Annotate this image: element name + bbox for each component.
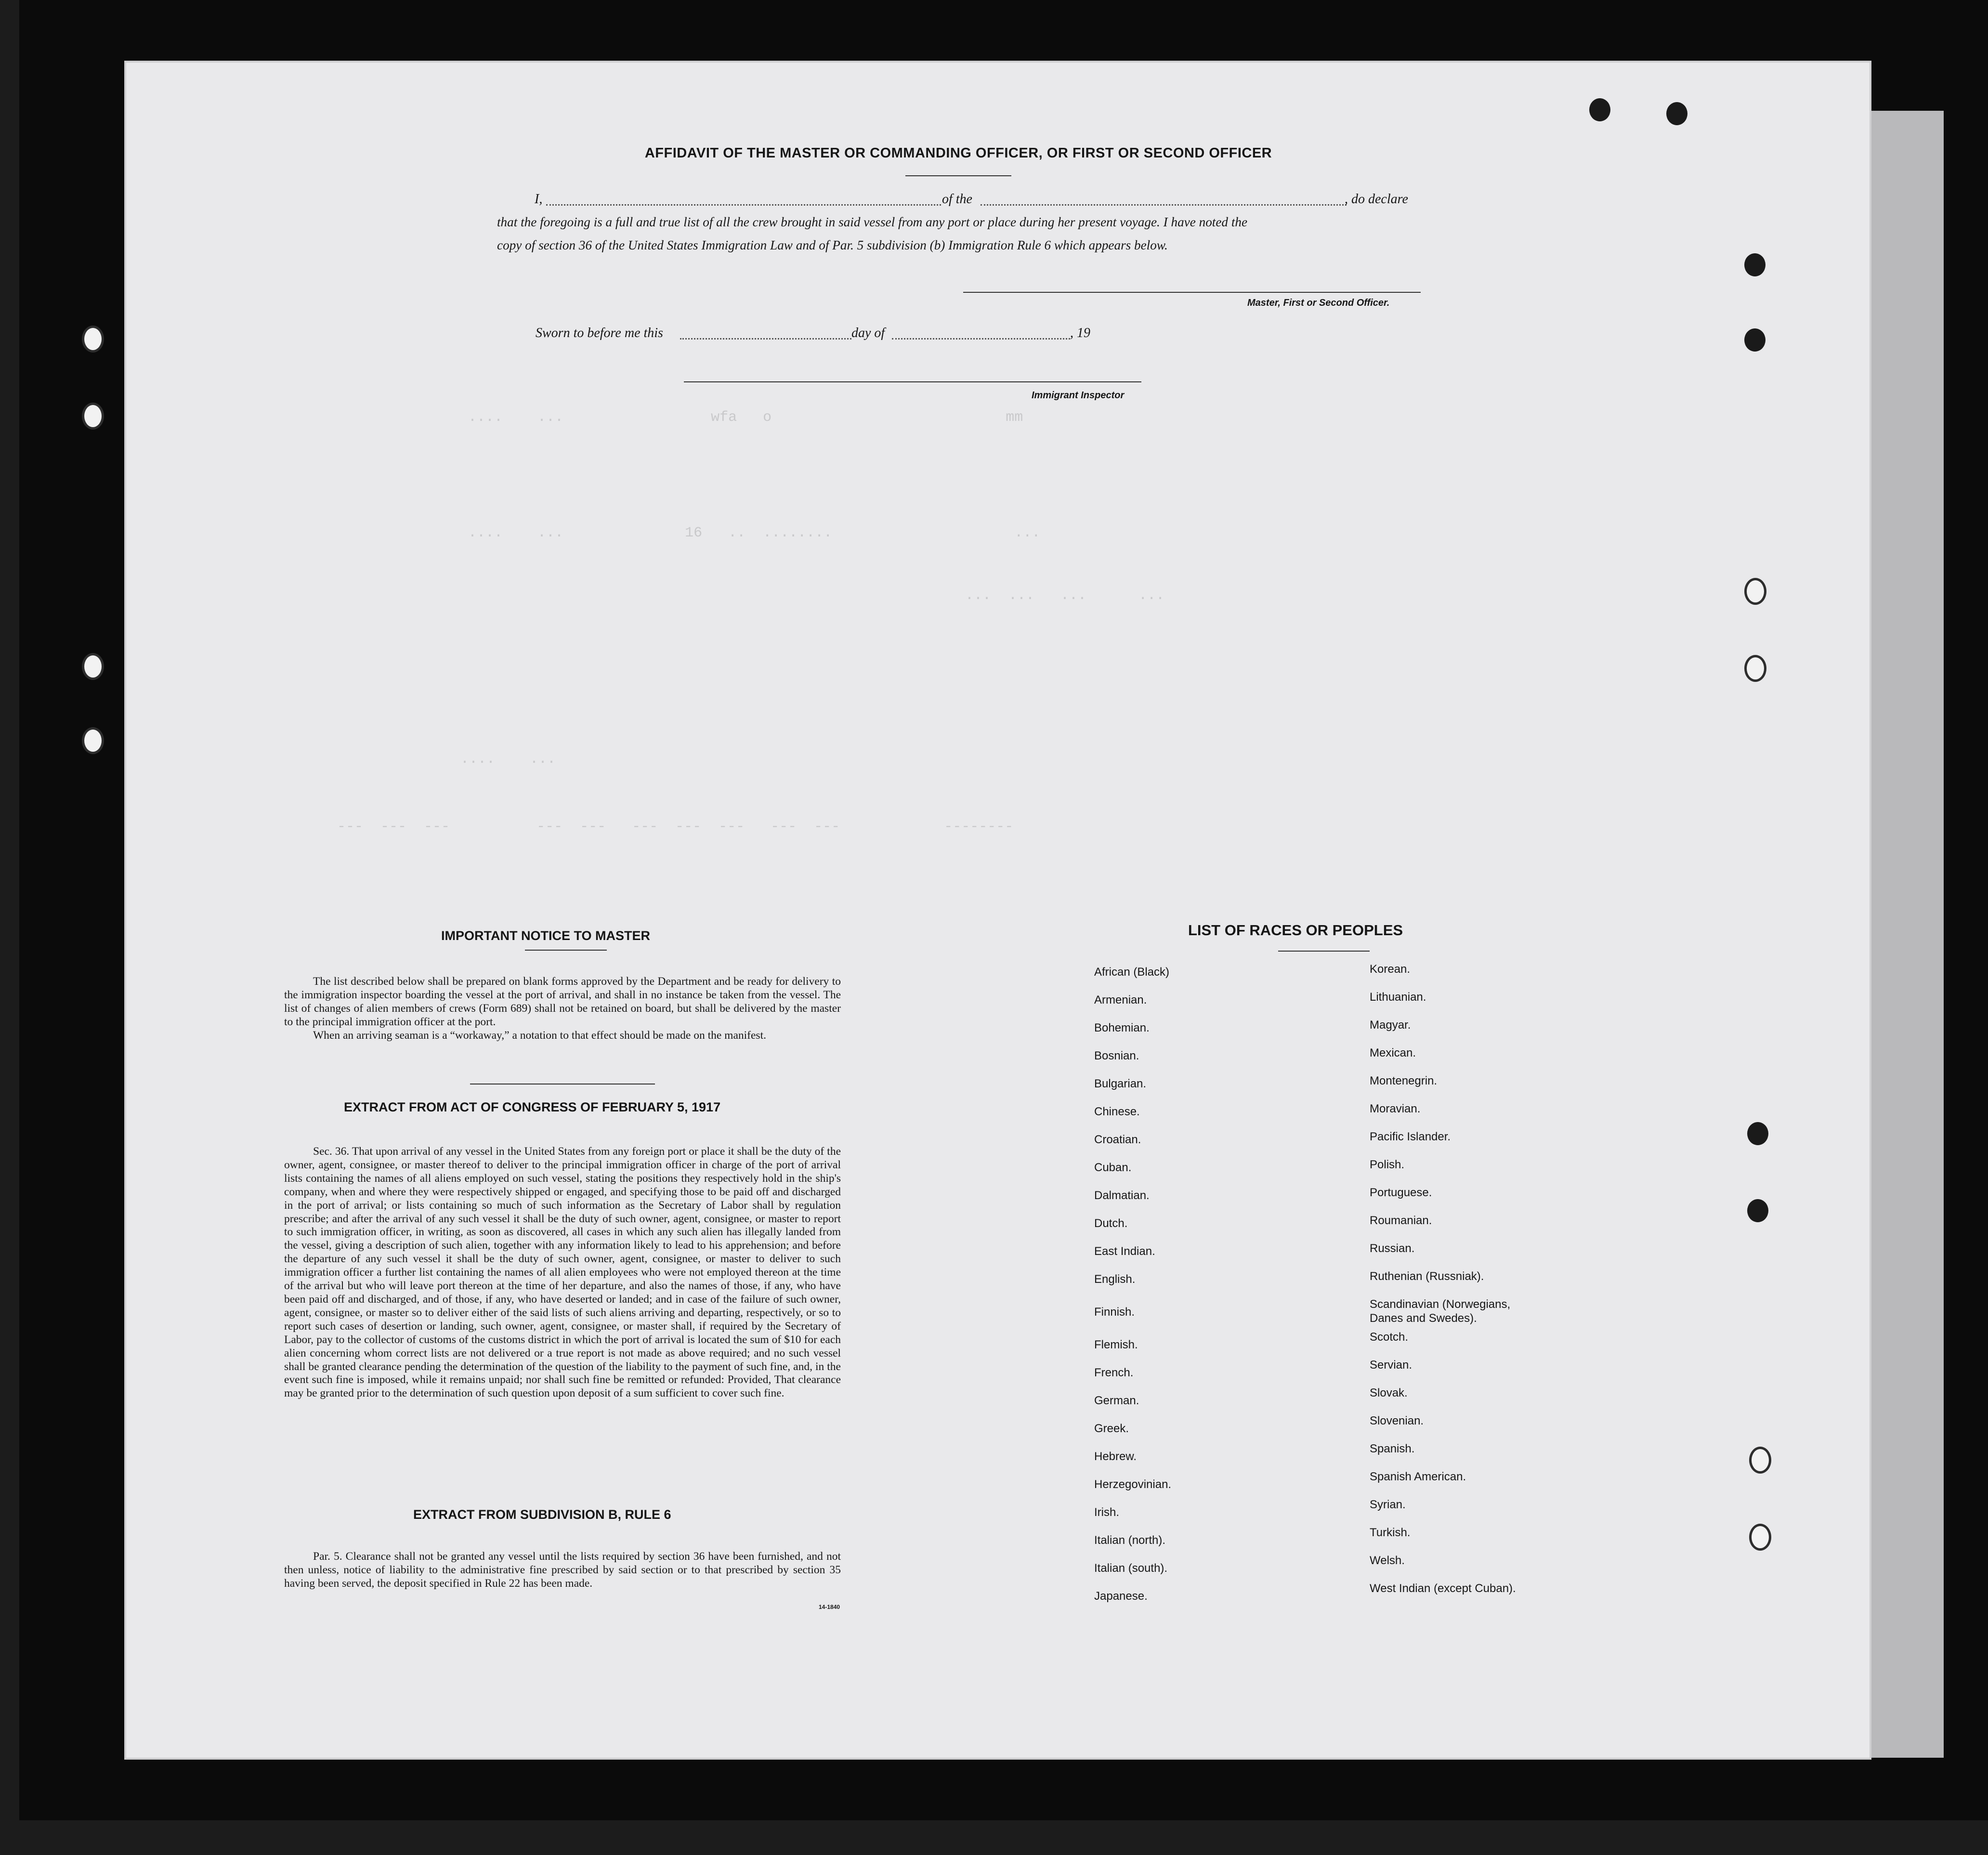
extract-rule-title: EXTRACT FROM SUBDIVISION B, RULE 6 [413, 1507, 671, 1522]
scan-binding-bottom [0, 1820, 1988, 1855]
bleed-through-text: .... ... [443, 751, 556, 768]
ink-blot [1747, 1122, 1768, 1145]
race-item: Pacific Islander. [1370, 1130, 1451, 1143]
sworn-day-blank[interactable] [680, 338, 851, 340]
affidavit-title: AFFIDAVIT OF THE MASTER OR COMMANDING OFFICER, OR FIRST OR SECOND OFFICER [644, 145, 1272, 161]
punch-hole [1744, 578, 1766, 605]
race-item: Japanese. [1094, 1590, 1148, 1603]
master-signature-label: Master, First or Second Officer. [1247, 298, 1390, 308]
ink-blot [1744, 253, 1766, 276]
race-item: Irish. [1094, 1506, 1120, 1519]
race-item: Italian (south). [1094, 1562, 1168, 1575]
race-item: Chinese. [1094, 1105, 1140, 1118]
bleed-through-text: .... ... wfa o mm [433, 409, 1023, 426]
extract-act-body [284, 1145, 841, 1400]
race-item: Magyar. [1370, 1019, 1411, 1032]
race-item: English. [1094, 1273, 1136, 1286]
race-item: Roumanian. [1370, 1214, 1432, 1227]
affidavit-line-3: copy of section 36 of the United States Immigration Law and of Par. 5 subdivision (b) Immigration Rule 6 which appears below. [497, 238, 1168, 252]
races-title: LIST OF RACES OR PEOPLES [1188, 922, 1403, 939]
punch-hole [82, 727, 104, 754]
race-item: Portuguese. [1370, 1186, 1432, 1199]
race-item: Scotch. [1370, 1331, 1409, 1344]
race-item: Mexican. [1370, 1046, 1416, 1059]
sworn-prefix: Sworn to before me this [536, 326, 663, 340]
form-number: 14-1840 [819, 1604, 840, 1610]
race-item: Turkish. [1370, 1526, 1411, 1539]
master-signature-line[interactable] [963, 292, 1421, 293]
race-item: Montenegrin. [1370, 1074, 1438, 1087]
ink-blot [1747, 1199, 1768, 1222]
notice-underline [525, 950, 607, 951]
race-item: Croatian. [1094, 1133, 1141, 1146]
punch-hole [82, 653, 104, 680]
bleed-through-text: ... ... ... ... [939, 588, 1165, 604]
affidavit-do-declare: , do declare [1345, 192, 1408, 207]
sworn-day-of: day of [851, 326, 885, 340]
races-underline [1278, 951, 1370, 952]
race-item: French. [1094, 1366, 1134, 1379]
race-item: African (Black) [1094, 966, 1170, 979]
race-item: Armenian. [1094, 993, 1147, 1006]
race-item: Italian (north). [1094, 1534, 1166, 1547]
race-item: Bulgarian. [1094, 1077, 1147, 1090]
race-item: Finnish. [1094, 1306, 1135, 1319]
race-item: Dutch. [1094, 1217, 1128, 1230]
race-item: Cuban. [1094, 1161, 1132, 1174]
race-item: Polish. [1370, 1158, 1405, 1171]
race-item: Ruthenian (Russniak). [1370, 1270, 1484, 1283]
ink-blot [1666, 102, 1687, 125]
race-item: Moravian. [1370, 1102, 1421, 1115]
inspector-signature-line[interactable] [684, 381, 1141, 382]
ink-blot [1744, 328, 1766, 352]
race-item: Russian. [1370, 1242, 1415, 1255]
inspector-label: Immigrant Inspector [1032, 390, 1125, 401]
sworn-month-blank[interactable] [892, 338, 1070, 340]
race-item: East Indian. [1094, 1245, 1155, 1258]
name-blank-line[interactable] [546, 204, 941, 206]
extract-act-title: EXTRACT FROM ACT OF CONGRESS OF FEBRUARY 5, 1917 [344, 1100, 721, 1114]
par-5-text: Par. 5. Clearance shall not be granted any vessel until the lists required by section 36 have been furnished, and not then unless, notice of liability to the administrative fine prescribed by said section or to that prescribed by section 35 having been served, the deposit specified in Rule 22 has been made. [284, 1550, 841, 1590]
race-item: Spanish. [1370, 1442, 1415, 1455]
punch-hole [1749, 1524, 1771, 1551]
extract-rule-body [284, 1550, 841, 1590]
race-item: Syrian. [1370, 1498, 1406, 1511]
race-item: Hebrew. [1094, 1450, 1137, 1463]
race-item: Dalmatian. [1094, 1189, 1150, 1202]
sworn-year: , 19 [1070, 326, 1090, 340]
punch-hole [82, 326, 104, 353]
race-item: Scandinavian (Norwegians, Danes and Swedes). [1370, 1298, 1511, 1325]
title-underline [905, 175, 1011, 176]
race-item: Bosnian. [1094, 1049, 1139, 1062]
race-item: Flemish. [1094, 1338, 1138, 1351]
affidavit-of-the: of the [942, 192, 972, 207]
bleed-through-text: --- --- --- --- --- --- --- --- --- --- -------- [337, 819, 1014, 835]
ink-blot [1589, 98, 1610, 121]
punch-hole [1744, 655, 1766, 682]
race-item: Greek. [1094, 1422, 1129, 1435]
races-left-column [1094, 965, 1171, 1617]
races-right-column [1370, 962, 1516, 1609]
notice-body [284, 975, 841, 1042]
bleed-through-text: .... ... 16 .. ........ ... [433, 525, 1041, 541]
notice-paragraph-2: When an arriving seaman is a “workaway,” a notation to that effect should be made on the manifest. [313, 1029, 766, 1042]
vessel-blank-line[interactable] [981, 204, 1347, 206]
notice-paragraph-1: The list described below shall be prepared on blank forms approved by the Department and be ready for delivery to the immigration inspector boarding the vessel at the port of arrival, and shall in no instance be taken from the vessel. The list of changes of alien members of crews (Form 689) shall not be retained on board, but shall be delivered by the master to the principal immigration officer at the port. [284, 975, 841, 1028]
race-item: Lithuanian. [1370, 991, 1426, 1004]
notice-title: IMPORTANT NOTICE TO MASTER [441, 928, 650, 943]
punch-hole [1749, 1447, 1771, 1474]
race-item: German. [1094, 1394, 1139, 1407]
scan-binding-left [0, 0, 19, 1855]
race-item: Herzegovinian. [1094, 1478, 1172, 1491]
affidavit-line-2: that the foregoing is a full and true list of all the crew brought in said vessel from any port or place during her present voyage. I have noted the [497, 215, 1248, 229]
punch-hole [82, 403, 104, 430]
race-item: Bohemian. [1094, 1021, 1150, 1034]
race-item: Slovenian. [1370, 1414, 1424, 1427]
race-item: Servian. [1370, 1359, 1413, 1372]
document-sheet [126, 63, 1870, 1758]
affidavit-i: I, [535, 192, 543, 207]
race-item: Slovak. [1370, 1386, 1408, 1399]
section-36-text: Sec. 36. That upon arrival of any vessel in the United States from any foreign port or place it shall be the duty of the owner, agent, consignee, or master thereof to deliver to the principal immigration officer in charge of the port of arrival lists containing the names of all aliens employed on such vessel, stating the positions they respectively hold in the ship's company, when and where they were respectively shipped or engaged, and specifying those to be paid off and discharged in the port of arrival; or lists containing so much of such information as the Secretary of Labor shall by regulation prescribe; and after the arrival of any such vessel it shall be the duty of such owner, agent, consignee, or master to report to such immigration officer, in writing, as soon as discovered, all cases in which any such alien has illegally landed from the vessel, giving a description of such alien, together with any information likely to lead to his apprehension; and before the departure of any such vessel it shall be the duty of such owner, agent, consignee, or master to deliver to such immigration officer a further list containing the names of all alien employees who were not employed thereon at the time of the arrival but who will leave port thereon at the time of her departure, and also the names of those, if any, who have been paid off and discharged, and of those, if any, who have deserted or landed; and in case of the failure of such owner, agent, consignee, or master so to deliver either of the said lists of such aliens arriving and departing, respectively, or so to report such cases of desertion or landing, such owner, agent, consignee, or master shall, if required by the Secretary of Labor, pay to the collector of customs of the customs district in which the port of arrival is located the sum of $10 for each alien concerning whom correct lists are not delivered or a true report is not made as above required; and no such vessel shall be granted clearance pending the determination of the question of the liability to the payment of such fine, and, in the event such fine is imposed, while it remains unpaid; nor shall such fine be remitted or refunded: Provided, That clearance may be granted prior to the determination of such question upon deposit of a sum sufficient to cover such fine. [284, 1145, 841, 1400]
race-item: Welsh. [1370, 1554, 1405, 1567]
race-item: Korean. [1370, 963, 1411, 976]
race-item: Spanish American. [1370, 1470, 1466, 1483]
race-item: West Indian (except Cuban). [1370, 1582, 1516, 1595]
